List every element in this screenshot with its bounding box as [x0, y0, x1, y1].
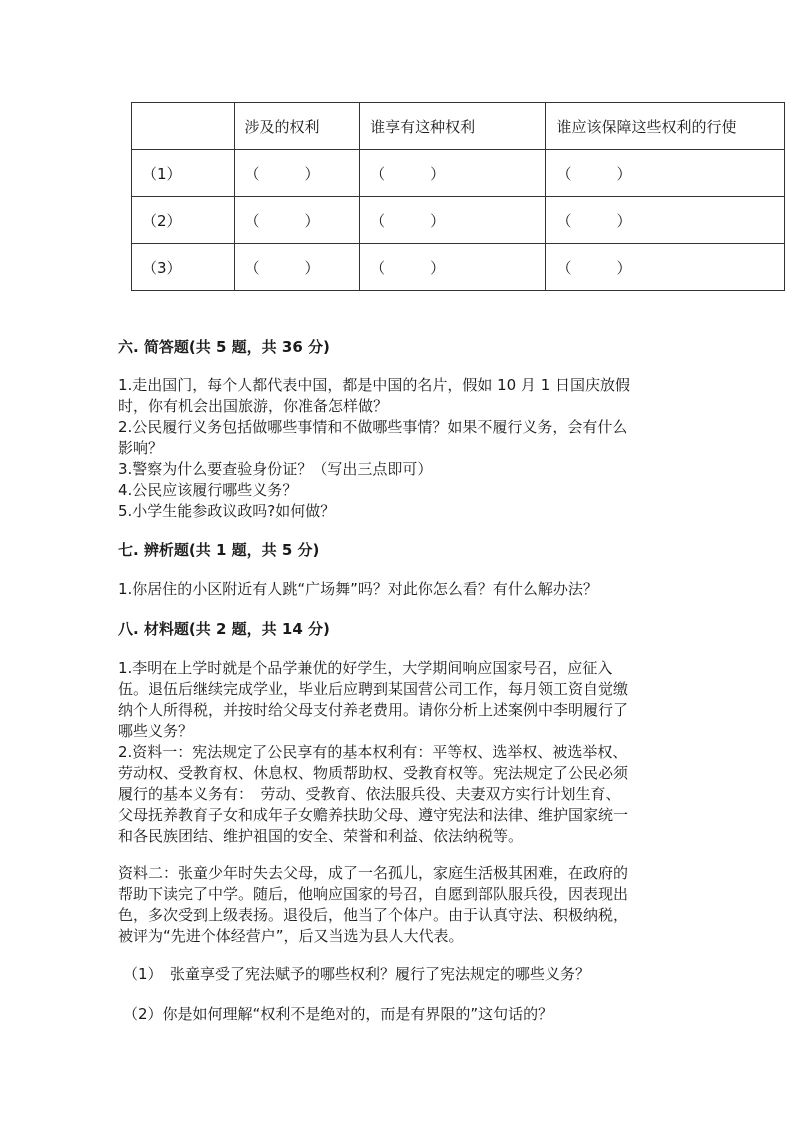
answer-blank[interactable]: （ ）	[360, 197, 546, 244]
answer-blank[interactable]: （ ）	[360, 244, 546, 291]
table-header-cell	[132, 103, 235, 150]
answer-blank[interactable]: （ ）	[234, 197, 360, 244]
question-text: 5.小学生能参政议政吗?如何做？	[118, 502, 336, 520]
material-text: 帮助下读完了中学。随后，他响应国家的号召，自愿到部队服兵役，因表现出	[118, 885, 629, 903]
answer-blank[interactable]: （ ）	[546, 244, 785, 291]
table-header-row	[132, 103, 785, 150]
question-text: 1.走出国门，每个人都代表中国，都是中国的名片，假如 10 月 1 日国庆放假	[118, 376, 631, 394]
question-text: 2.资料一：宪法规定了公民享有的基本权利有：平等权、选举权、被选举权、	[118, 743, 628, 761]
row-label: （3）	[132, 244, 235, 291]
table-row	[132, 150, 785, 197]
section-title-short-answer: 六. 简答题(共 5 题，共 36 分)	[118, 338, 330, 356]
answer-blank[interactable]: （ ）	[234, 244, 360, 291]
question-text: 3.警察为什么要查验身份证？（写出三点即可）	[118, 460, 433, 478]
question-text: 和各民族团结、维护祖国的安全、荣誉和利益、依法纳税等。	[118, 827, 524, 845]
sub-question: （2）你是如何理解“权利不是绝对的，而是有界限的”这句话的？	[123, 1005, 554, 1023]
question-text: 2.公民履行义务包括做哪些事情和不做哪些事情？如果不履行义务，会有什么	[118, 418, 628, 436]
question-text: 时，你有机会出国旅游，你准备怎样做？	[118, 397, 389, 415]
table-header-cell: 谁享有这种权利	[360, 103, 546, 150]
material-text: 被评为“先进个体经营户”，后又当选为县人大代表。	[118, 927, 464, 945]
question-text: 纳个人所得税，并按时给父母支付养老费用。请你分析上述案例中李明履行了	[118, 701, 629, 719]
question-text: 劳动权、受教育权、休息权、物质帮助权、受教育权等。宪法规定了公民必须	[118, 764, 629, 782]
table-row	[132, 197, 785, 244]
question-text: 4.公民应该履行哪些义务？	[118, 481, 298, 499]
rights-table	[131, 102, 785, 291]
table-row	[132, 244, 785, 291]
question-text: 伍。退伍后继续完成学业，毕业后应聘到某国营公司工作，每月领工资自觉缴	[118, 680, 629, 698]
table-header-cell: 涉及的权利	[234, 103, 360, 150]
sub-question: （1） 张童享受了宪法赋予的哪些权利？履行了宪法规定的哪些义务？	[123, 965, 591, 983]
question-text: 影响？	[118, 439, 164, 457]
row-label: （1）	[132, 150, 235, 197]
answer-blank[interactable]: （ ）	[234, 150, 360, 197]
table-header-cell: 谁应该保障这些权利的行使	[546, 103, 785, 150]
question-text: 哪些义务？	[118, 722, 194, 740]
section-title-analysis: 七. 辨析题(共 1 题，共 5 分)	[118, 541, 320, 559]
section-title-material: 八. 材料题(共 2 题，共 14 分)	[118, 620, 330, 638]
question-text: 1.李明在上学时就是个品学兼优的好学生，大学期间响应国家号召，应征入	[118, 659, 613, 677]
answer-blank[interactable]: （ ）	[546, 150, 785, 197]
row-label: （2）	[132, 197, 235, 244]
question-text: 父母抚养教育子女和成年子女赡养扶助父母、遵守宪法和法律、维护国家统一	[118, 806, 629, 824]
question-text: 履行的基本义务有： 劳动、受教育、依法服兵役、夫妻双方实行计划生育、	[118, 785, 621, 803]
material-text: 色，多次受到上级表扬。退役后，他当了个体户。由于认真守法、积极纳税，	[118, 906, 629, 924]
material-text: 资料二：张童少年时失去父母，成了一名孤儿，家庭生活极其困难，在政府的	[118, 864, 629, 882]
answer-blank[interactable]: （ ）	[546, 197, 785, 244]
question-text: 1.你居住的小区附近有人跳“广场舞”吗？对此你怎么看？有什么解办法？	[118, 580, 598, 598]
answer-blank[interactable]: （ ）	[360, 150, 546, 197]
